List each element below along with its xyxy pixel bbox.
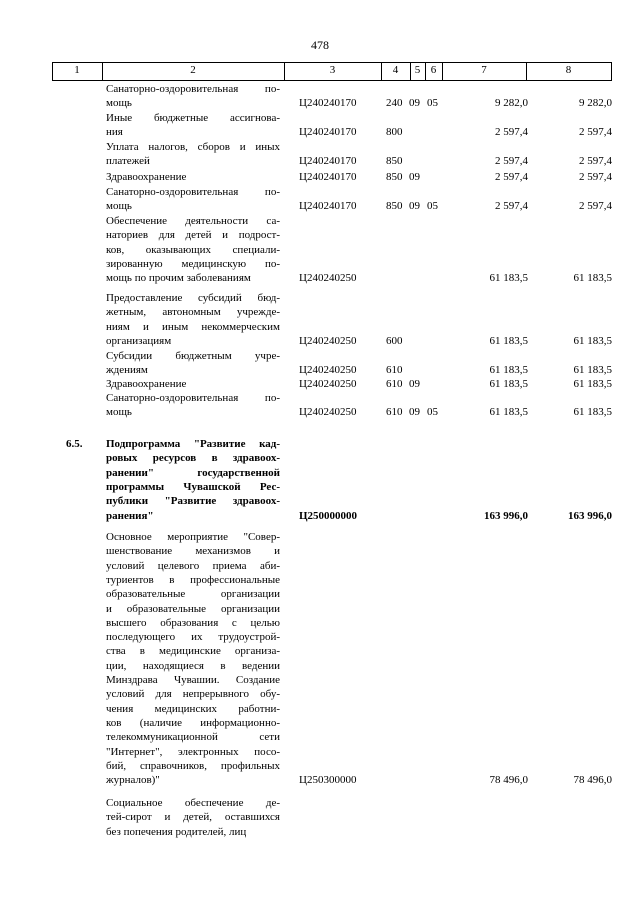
row-code: Ц250000000 [299, 509, 358, 522]
row-name-line: Здравоохранение [106, 378, 187, 390]
row-name-line: ции, находящиеся в ведении [106, 659, 280, 672]
row-name-line: Подпрограмма "Развитие кад- [106, 438, 280, 450]
row-code: Ц240240250 [299, 406, 357, 419]
row-col4: 800 [386, 126, 403, 139]
row-value-7: 2 597,4 [495, 155, 528, 168]
row-name-line: высшего образования с целью [106, 616, 280, 629]
row-name-line: мощь [106, 406, 132, 419]
row-name-line: тей-сирот и детей, оставшихся [106, 811, 280, 824]
row-col5: 09 [409, 378, 420, 390]
row-name-line: условий для непрерывного обу- [106, 688, 280, 701]
row-name-line: туриентов в профессиональные [106, 573, 280, 586]
row-col4: 850 [386, 155, 403, 168]
row-col4: 610 [386, 364, 403, 377]
row-name-line: Субсидии бюджетным учре- [106, 350, 280, 362]
row-value-7: 163 996,0 [484, 509, 528, 522]
row-col6: 05 [427, 406, 438, 419]
row-name-line: Минздрава Чувашии. Создание [106, 674, 280, 686]
row-name-line: ния [106, 126, 123, 139]
row-name-line: Санаторно-оздоровительная по- [106, 186, 280, 198]
row-name-line: ровых ресурсов в здравоох- [106, 452, 280, 465]
row-value-7: 2 597,4 [495, 200, 528, 213]
row-name-line: наториев для детей и подрост- [106, 229, 280, 242]
row-col5: 09 [409, 97, 420, 110]
table-header [52, 62, 612, 81]
row-code: Ц250300000 [299, 774, 357, 787]
row-value-8: 2 597,4 [579, 126, 612, 139]
row-name-line: Здравоохранение [106, 171, 187, 183]
row-name-line: бий, справочников, профильных [106, 759, 280, 772]
row-code: Ц240240170 [299, 171, 357, 183]
header-col-4: 4 [392, 64, 399, 76]
row-name-line: образовательные организации [106, 588, 280, 601]
row-name-line: "Интернет", электронных посо- [106, 745, 280, 758]
header-col-7: 7 [481, 64, 487, 76]
row-code: Ц240240250 [299, 334, 357, 347]
row-value-8: 2 597,4 [579, 155, 612, 168]
row-name-line: шенствование механизмов и [106, 545, 280, 558]
row-col4: 850 [386, 200, 403, 213]
row-value-8: 78 496,0 [573, 774, 612, 787]
row-name-line: Санаторно-оздоровительная по- [106, 83, 280, 95]
row-value-8: 61 183,5 [573, 334, 612, 347]
row-value-7: 61 183,5 [489, 406, 528, 419]
row-name-line: условий целевого приема аби- [106, 559, 280, 572]
row-value-7: 2 597,4 [495, 126, 528, 139]
row-name-line: Иные бюджетные ассигнова- [106, 112, 280, 124]
row-code: Ц240240170 [299, 200, 357, 213]
header-col-8: 8 [565, 64, 572, 76]
row-name-line: мощь по прочим заболеваниям [106, 272, 251, 285]
row-name-line: платежей [106, 155, 150, 168]
header-col-2: 2 [190, 64, 196, 76]
header-col-3: 3 [329, 64, 336, 76]
row-col6: 05 [427, 200, 438, 213]
row-value-7: 61 183,5 [489, 378, 528, 390]
row-name-line: ждениям [106, 364, 148, 377]
row-code: Ц240240250 [299, 272, 357, 285]
row-value-8: 61 183,5 [573, 364, 612, 377]
row-name-line: Обеспечение деятельности са- [106, 215, 280, 227]
row-value-8: 2 597,4 [579, 200, 612, 213]
row-col6: 05 [427, 97, 438, 110]
row-name-line: и образовательные организации [106, 602, 280, 615]
row-value-8: 163 996,0 [568, 509, 612, 522]
row-name-line: программы Чувашской Рес- [106, 480, 280, 493]
row-name-line: журналов)" [106, 774, 160, 787]
row-name-line: ниям и иным некоммерческим [106, 320, 280, 333]
row-value-7: 9 282,0 [495, 97, 528, 110]
header-col-5: 5 [414, 64, 421, 76]
row-code: Ц240240170 [299, 155, 357, 168]
row-code: Ц240240250 [299, 364, 357, 377]
row-value-8: 9 282,0 [579, 97, 612, 110]
row-name-line: мощь [106, 200, 132, 213]
row-name-line: без попечения родителей, лиц [106, 825, 247, 838]
row-name-line: ранения" [106, 509, 154, 522]
row-number: 6.5. [66, 438, 83, 450]
page-number: 478 [311, 38, 329, 52]
row-value-7: 2 597,4 [495, 171, 528, 183]
row-name-line: Основное мероприятие "Совер- [106, 531, 280, 543]
row-name-line: Санаторно-оздоровительная по- [106, 392, 280, 404]
row-value-8: 61 183,5 [573, 406, 612, 419]
row-name-line: последующего их трудоустрой- [106, 631, 280, 644]
row-name-line: ранении" государственной [106, 466, 280, 479]
row-col5: 09 [409, 406, 420, 419]
row-name-line: чения медицинских работни- [106, 702, 280, 715]
row-name-line: жетным, автономным учрежде- [106, 306, 280, 319]
row-value-7: 78 496,0 [489, 774, 528, 787]
row-value-8: 61 183,5 [573, 272, 612, 285]
row-code: Ц240240250 [299, 378, 357, 390]
row-col4: 610 [386, 378, 403, 390]
row-value-7: 61 183,5 [489, 364, 528, 377]
row-name-line: ства в медицинские организа- [106, 645, 280, 658]
row-col5: 09 [409, 200, 420, 213]
header-col-1: 1 [74, 64, 80, 76]
row-name-line: Социальное обеспечение де- [106, 797, 280, 809]
row-col4: 850 [386, 171, 403, 183]
row-name-line: публики "Развитие здравоох- [106, 495, 280, 508]
row-name-line: ков, оказывающих специали- [106, 243, 280, 256]
row-name-line: зированную медицинскую по- [106, 257, 280, 270]
row-value-7: 61 183,5 [489, 272, 528, 285]
row-col4: 610 [386, 406, 403, 419]
row-name-line: Уплата налогов, сборов и иных [106, 141, 280, 153]
row-name-line: телекоммуникационной сети [106, 731, 280, 744]
header-col-6: 6 [430, 64, 437, 76]
row-name-line: ков (наличие информационно- [106, 716, 280, 729]
row-name-line: Предоставление субсидий бюд- [106, 292, 280, 304]
row-col4: 600 [386, 334, 403, 347]
row-value-8: 61 183,5 [573, 378, 612, 390]
row-value-7: 61 183,5 [489, 334, 528, 347]
row-name-line: мощь [106, 97, 132, 110]
row-value-8: 2 597,4 [579, 171, 612, 183]
row-col4: 240 [386, 97, 403, 110]
row-name-line: организациям [106, 334, 172, 347]
row-code: Ц240240170 [299, 97, 357, 110]
row-code: Ц240240170 [299, 126, 357, 139]
row-col5: 09 [409, 171, 420, 183]
